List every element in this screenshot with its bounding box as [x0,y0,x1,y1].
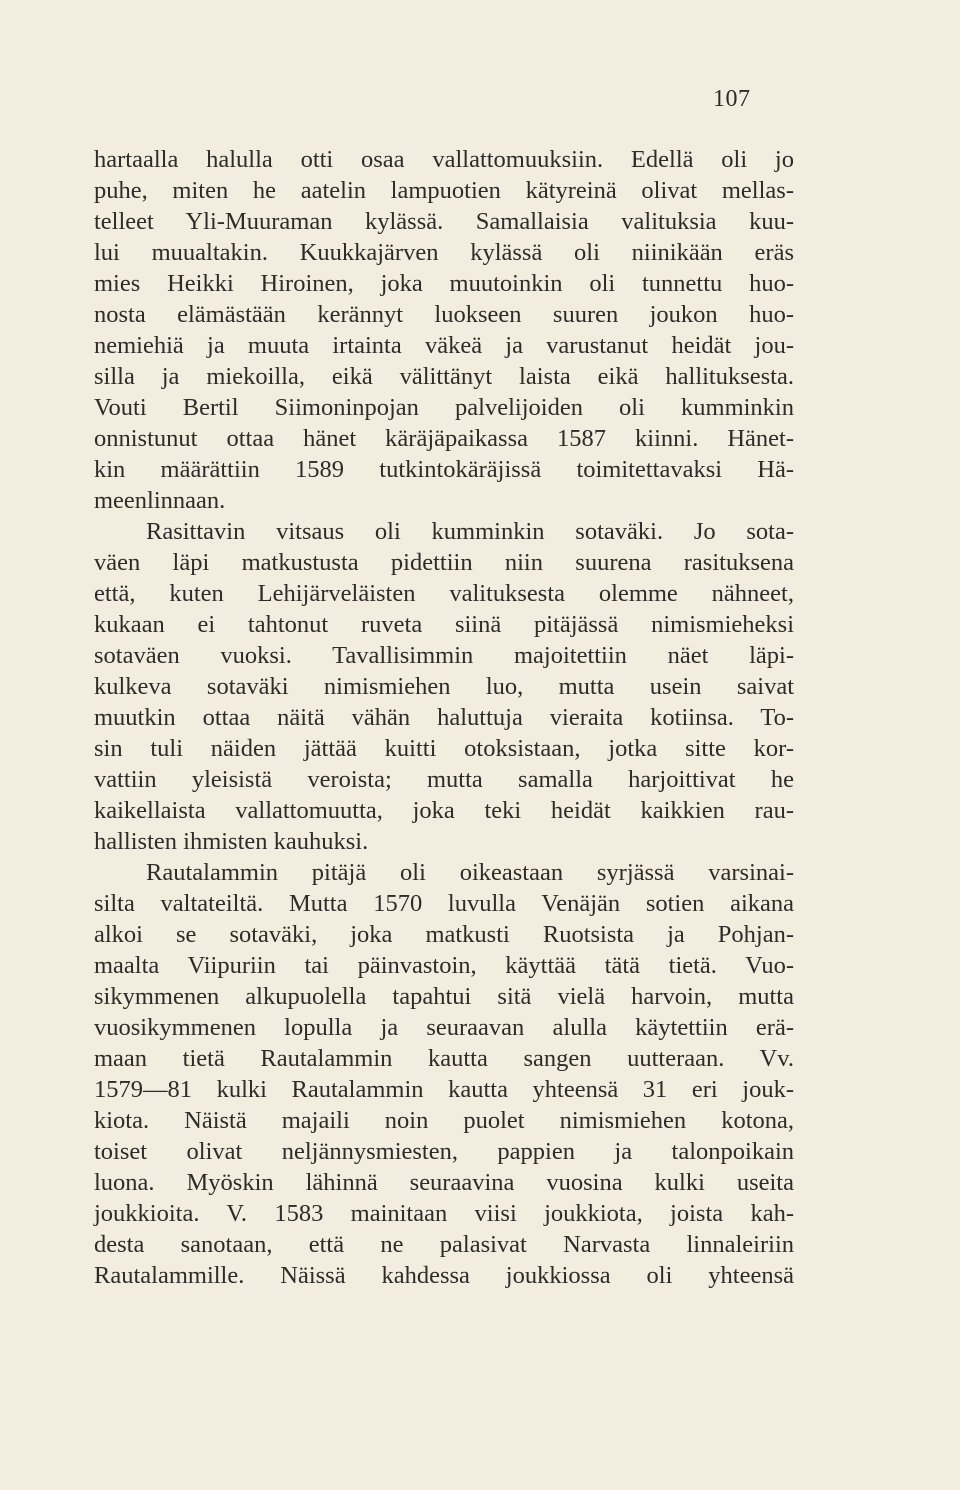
text-line: lui muualtakin. Kuukkajärven kylässä oli niinikään eräs [94,239,794,266]
text-line: Vouti Bertil Siimoninpojan palvelijoiden oli kumminkin [94,394,794,421]
body-text [94,144,794,1291]
text-line: hallisten ihmisten kauhuksi. [94,828,369,855]
text-line: vuosikymmenen lopulla ja seuraavan alulla käytettiin erä- [94,1014,794,1041]
text-line: sin tuli näiden jättää kuitti otoksistaan, jotka sitte kor- [94,735,794,762]
text-line: silla ja miekoilla, eikä välittänyt laista eikä hallituksesta. [94,363,794,390]
text-line: nosta elämästään kerännyt luokseen suuren joukon huo- [94,301,794,328]
text-line: kiota. Näistä majaili noin puolet nimismiehen kotona, [94,1107,794,1134]
text-line: väen läpi matkustusta pidettiin niin suurena rasituksena [94,549,794,576]
text-line: nemiehiä ja muuta irtainta väkeä ja varustanut heidät jou- [94,332,794,359]
text-line: toiset olivat neljännysmiesten, pappien ja talonpoikain [94,1138,794,1165]
text-line: muutkin ottaa näitä vähän haluttuja vieraita kotiinsa. To- [94,704,794,731]
text-line: onnistunut ottaa hänet käräjäpaikassa 1587 kiinni. Hänet- [94,425,794,452]
text-line: mies Heikki Hiroinen, joka muutoinkin oli tunnettu huo- [94,270,794,297]
text-line: vattiin yleisistä veroista; mutta samalla harjoittivat he [94,766,794,793]
text-line: desta sanotaan, että ne palasivat Narvasta linnaleiriin [94,1231,794,1258]
text-line: meenlinnaan. [94,487,226,514]
text-line: sotaväen vuoksi. Tavallisimmin majoitettiin näet läpi- [94,642,794,669]
text-line: Rautalammille. Näissä kahdessa joukkiossa oli yhteensä [94,1262,794,1289]
text-line: puhe, miten he aatelin lampuotien kätyreinä olivat mellas- [94,177,794,204]
text-line: että, kuten Lehijärveläisten valituksesta olemme nähneet, [94,580,794,607]
text-line: sikymmenen alkupuolella tapahtui sitä vielä harvoin, mutta [94,983,794,1010]
text-line: silta valtateiltä. Mutta 1570 luvulla Venäjän sotien aikana [94,890,794,917]
text-line: kin määrättiin 1589 tutkintokäräjissä toimitettavaksi Hä- [94,456,794,483]
text-line: 1579—81 kulki Rautalammin kautta yhteensä 31 eri jouk- [94,1076,794,1103]
page-number: 107 [713,86,751,112]
text-line: joukkioita. V. 1583 mainitaan viisi joukkiota, joista kah- [94,1200,794,1227]
text-line: kukaan ei tahtonut ruveta siinä pitäjässä nimismieheksi [94,611,794,638]
text-line: Rautalammin pitäjä oli oikeastaan syrjässä varsinai- [146,859,794,886]
text-line: kulkeva sotaväki nimismiehen luo, mutta usein saivat [94,673,794,700]
text-line: kaikellaista vallattomuutta, joka teki heidät kaikkien rau- [94,797,794,824]
text-line: alkoi se sotaväki, joka matkusti Ruotsista ja Pohjan- [94,921,794,948]
text-line: maan tietä Rautalammin kautta sangen uutteraan. Vv. [94,1045,794,1072]
text-line: Rasittavin vitsaus oli kumminkin sotaväki. Jo sota- [146,518,794,545]
text-line: telleet Yli-Muuraman kylässä. Samallaisia valituksia kuu- [94,208,794,235]
text-line: hartaalla halulla otti osaa vallattomuuksiin. Edellä oli jo [94,146,794,173]
text-line: maalta Viipuriin tai päinvastoin, käyttää tätä tietä. Vuo- [94,952,794,979]
text-line: luona. Myöskin lähinnä seuraavina vuosina kulki useita [94,1169,794,1196]
